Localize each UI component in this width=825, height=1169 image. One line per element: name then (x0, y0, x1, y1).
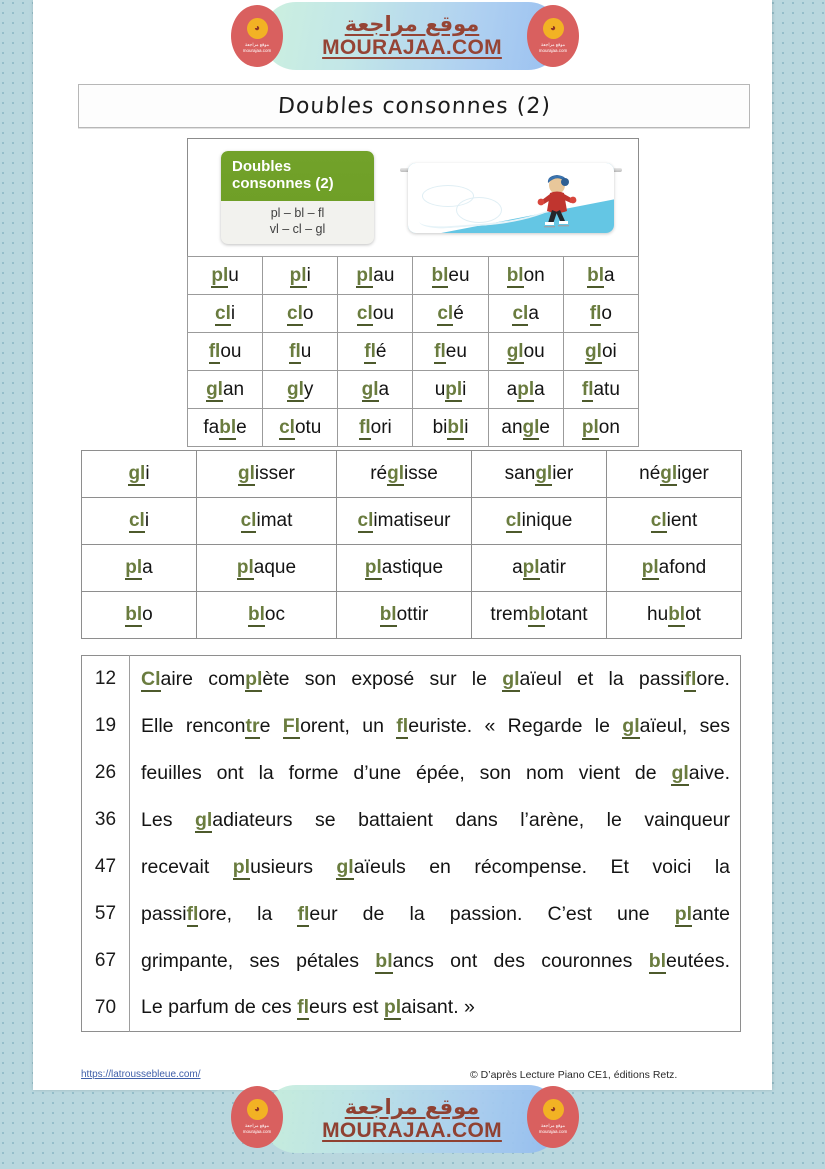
passage-text: aire com (160, 667, 246, 690)
passage-text: Elle rencon (141, 714, 246, 737)
syllable-cell (188, 371, 263, 409)
watermark-pill (262, 2, 562, 70)
consonant-cluster: bl (248, 604, 265, 625)
word-cell (197, 451, 337, 498)
lesson-card-sub-line2: vl – cl – gl (269, 221, 326, 236)
consonant-cluster: cl (357, 510, 374, 531)
syllable-cell (413, 295, 488, 333)
consonant-cluster: cl (128, 510, 145, 531)
syllable-suffix: ottir (396, 604, 429, 625)
line-number: 36 (82, 797, 130, 844)
syllable-suffix: inique (521, 510, 573, 531)
watermark-badge-right (527, 5, 579, 67)
syllable-suffix: on (598, 416, 620, 438)
table-row (188, 409, 639, 447)
syllable-prefix: né (639, 463, 661, 484)
syllable-cell (263, 371, 338, 409)
table-row (188, 371, 639, 409)
syllable-cell (263, 409, 338, 447)
syllable-suffix: o (601, 302, 612, 324)
syllable-cell (188, 409, 263, 447)
syllable-suffix: a (534, 378, 545, 400)
table-row (188, 257, 639, 295)
watermark-arabic-text: موقع مراجعة (344, 11, 480, 36)
consonant-cluster: gl (387, 463, 404, 484)
consonant-cluster: fl (186, 902, 199, 925)
page-title-box (78, 84, 750, 128)
syllable-suffix: an (222, 378, 245, 400)
syllable-cell (263, 257, 338, 295)
book-icon: ◕ (247, 18, 268, 39)
passage-text: aïeuls en récompense. Et voici la (353, 855, 731, 878)
syllable-cell (488, 257, 563, 295)
watermark-badge-left (231, 5, 283, 67)
consonant-cluster: gl (535, 463, 553, 484)
reading-passage-body (82, 656, 741, 1032)
passage-text: recevait (141, 855, 233, 878)
line-number: 57 (82, 891, 130, 938)
syllable-suffix: ou (372, 302, 394, 324)
word-table-body (82, 451, 742, 639)
syllable-suffix: ier (552, 463, 574, 484)
syllable-suffix: ot (685, 604, 701, 625)
consonant-cluster: fl (208, 340, 221, 362)
consonant-cluster: pl (125, 557, 143, 578)
word-cell (607, 498, 742, 545)
consonant-cluster: gl (506, 340, 524, 362)
syllable-suffix: i (306, 264, 311, 286)
syllable-table (187, 256, 639, 447)
page-title: Doubles consonnes (2) (276, 93, 552, 119)
consonant-cluster: pl (641, 557, 659, 578)
consonant-cluster: cl (356, 302, 373, 324)
syllable-prefix: fa (203, 416, 220, 438)
line-number: 70 (82, 985, 130, 1032)
syllable-suffix: eu (445, 340, 467, 362)
passage-line (130, 891, 741, 938)
syllable-prefix: u (434, 378, 446, 400)
word-cell (337, 451, 472, 498)
syllable-cell (188, 333, 263, 371)
syllable-suffix: u (228, 264, 239, 286)
syllable-suffix: i (230, 302, 236, 324)
consonant-cluster: bl (528, 604, 546, 625)
table-row (82, 451, 742, 498)
passage-line (130, 985, 741, 1032)
passage-text: aive. (688, 761, 730, 784)
word-cell (82, 498, 197, 545)
consonant-cluster: bl (587, 264, 605, 286)
watermark-top (262, 2, 562, 70)
book-icon: ◕ (247, 1099, 268, 1120)
syllable-prefix: trem (490, 604, 529, 625)
consonant-cluster: cl (240, 510, 257, 531)
passage-text: ète son exposé sur le (262, 667, 503, 690)
syllable-suffix: eu (448, 264, 470, 286)
table-row (188, 333, 639, 371)
syllable-suffix: a (142, 557, 153, 578)
table-row (82, 498, 742, 545)
word-cell (197, 545, 337, 592)
watermark-badge-caption-right: موقع مراجعة mourajaa.com (538, 1123, 568, 1134)
passage-row (82, 750, 741, 797)
syllable-suffix: otant (545, 604, 588, 625)
word-cell (82, 592, 197, 639)
syllable-cell (413, 257, 488, 295)
syllable-suffix: isser (254, 463, 295, 484)
table-row (82, 592, 742, 639)
syllable-suffix: o (302, 302, 314, 324)
table-row (82, 545, 742, 592)
syllable-suffix: imat (256, 510, 293, 531)
consonant-cluster: gl (585, 340, 602, 362)
syllable-cell (188, 257, 263, 295)
syllable-suffix: é (453, 302, 464, 324)
syllable-cell (563, 333, 638, 371)
consonant-cluster: pl (211, 264, 229, 286)
passage-row (82, 985, 741, 1032)
passage-text: eurs est (309, 996, 384, 1019)
syllable-suffix: a (604, 264, 615, 286)
consonant-cluster: gl (502, 667, 520, 690)
watermark-badge-left (231, 1086, 283, 1148)
word-cell (607, 545, 742, 592)
passage-text: usieurs (250, 855, 337, 878)
passage-line (130, 797, 741, 844)
consonant-cluster: gl (287, 378, 304, 400)
consonant-cluster: fl (589, 302, 602, 324)
passage-row (82, 844, 741, 891)
consonant-cluster: cl (505, 510, 522, 531)
consonant-cluster: pl (289, 264, 307, 286)
syllable-prefix: bi (432, 416, 448, 438)
syllable-cell (488, 295, 563, 333)
syllable-prefix: a (506, 378, 518, 400)
passage-text: Les (141, 808, 195, 831)
watermark-badge-right (527, 1086, 579, 1148)
passage-text: eur de la passion. C’est une (309, 902, 675, 925)
passage-text: ore, la (198, 902, 298, 925)
consonant-cluster: pl (581, 416, 599, 438)
syllable-cell (563, 295, 638, 333)
word-cell (82, 545, 197, 592)
lesson-card-sub-line1: pl – bl – fl (270, 206, 325, 221)
watermark-badge-caption-left: موقع مراجعة mourajaa.com (242, 42, 272, 53)
passage-row (82, 938, 741, 985)
consonant-cluster: gl (660, 463, 678, 484)
consonant-cluster: pl (522, 557, 540, 578)
consonant-cluster: bl (668, 604, 686, 625)
consonant-cluster: pl (356, 264, 374, 286)
line-number: 19 (82, 703, 130, 750)
copyright-credit: © D’après Lecture Piano CE1, éditions Retz. (470, 1069, 678, 1081)
passage-text: eutées. (666, 949, 730, 972)
passage-text: grimpante, ses pétales (141, 949, 376, 972)
passage-text: ore. (696, 667, 730, 690)
passage-line (130, 750, 741, 797)
syllable-cell (338, 295, 413, 333)
syllable-cell (413, 333, 488, 371)
syllable-suffix: ou (523, 340, 545, 362)
passage-line (130, 938, 741, 985)
consonant-cluster: fl (364, 340, 376, 362)
consonant-cluster: pl (445, 378, 463, 400)
syllable-cell (563, 409, 638, 447)
syllable-suffix: y (303, 378, 314, 400)
consonant-cluster: pl (517, 378, 535, 400)
source-url-link[interactable]: https://latroussebleue.com/ (81, 1069, 201, 1080)
table-row (188, 295, 639, 333)
consonant-cluster: fl (289, 340, 301, 362)
consonant-cluster: pl (236, 557, 254, 578)
word-table (81, 450, 742, 639)
book-icon: ◕ (543, 18, 564, 39)
syllable-prefix: a (512, 557, 523, 578)
consonant-cluster: bl (375, 949, 393, 972)
word-cell (197, 498, 337, 545)
syllable-suffix: isse (404, 463, 438, 484)
illustration-wrapper (400, 160, 622, 236)
consonant-cluster: tr (245, 714, 260, 737)
syllable-suffix: oi (601, 340, 617, 362)
word-cell (472, 498, 607, 545)
passage-row (82, 656, 741, 703)
consonant-cluster: Cl (141, 667, 161, 690)
syllable-suffix: astique (381, 557, 444, 578)
passage-text: passi (141, 902, 187, 925)
consonant-cluster: cl (650, 510, 667, 531)
word-cell (337, 498, 472, 545)
word-cell (607, 592, 742, 639)
consonant-cluster: gl (128, 463, 146, 484)
syllable-cell (188, 295, 263, 333)
consonant-cluster: pl (364, 557, 382, 578)
syllable-cell (263, 333, 338, 371)
consonant-cluster: gl (336, 855, 354, 878)
lesson-card-title-line2: consonnes (2) (232, 174, 334, 192)
syllable-suffix: iger (677, 463, 709, 484)
lesson-card (221, 151, 374, 245)
consonant-cluster: fl (297, 996, 310, 1019)
consonant-cluster: gl (671, 761, 689, 784)
syllable-cell (563, 257, 638, 295)
consonant-cluster: fl (359, 416, 371, 438)
line-number: 47 (82, 844, 130, 891)
passage-text: orent, un (300, 714, 397, 737)
consonant-cluster: cl (437, 302, 454, 324)
syllable-suffix: e (539, 416, 550, 438)
syllable-suffix: ori (370, 416, 392, 438)
passage-line (130, 656, 741, 703)
consonant-cluster: fl (581, 378, 594, 400)
consonant-cluster: cl (279, 416, 295, 438)
consonant-cluster: bl (648, 949, 667, 972)
word-cell (337, 592, 472, 639)
syllable-suffix: a (378, 378, 390, 400)
reading-passage-table (81, 655, 741, 1032)
lesson-banner (187, 138, 639, 256)
syllable-prefix: ré (370, 463, 388, 484)
passage-text: ante (692, 902, 730, 925)
consonant-cluster: fl (297, 902, 310, 925)
syllable-prefix: hu (647, 604, 669, 625)
word-cell (337, 545, 472, 592)
lesson-card-subtitle (221, 201, 374, 244)
watermark-pill (262, 1085, 562, 1153)
consonant-cluster: bl (125, 604, 143, 625)
consonant-cluster: cl (287, 302, 303, 324)
syllable-cell (338, 333, 413, 371)
syllable-suffix: a (528, 302, 539, 324)
syllable-suffix: atu (593, 378, 620, 400)
syllable-cell (338, 371, 413, 409)
syllable-cell (263, 295, 338, 333)
passage-line (130, 703, 741, 750)
word-cell (82, 451, 197, 498)
consonant-cluster: bl (379, 604, 397, 625)
word-cell (607, 451, 742, 498)
syllable-suffix: é (375, 340, 387, 362)
syllable-cell (338, 409, 413, 447)
passage-row (82, 891, 741, 938)
syllable-suffix: ou (220, 340, 242, 362)
passage-text: aïeul et la passi (519, 667, 685, 690)
syllable-suffix: i (145, 463, 150, 484)
consonant-cluster: fl (684, 667, 697, 690)
consonant-cluster: cl (512, 302, 529, 324)
watermark-badge-caption-left: موقع مراجعة mourajaa.com (242, 1123, 272, 1134)
consonant-cluster: bl (219, 416, 237, 438)
syllable-suffix: on (523, 264, 545, 286)
passage-text: e (259, 714, 283, 737)
watermark-domain-text: MOURAJAA.COM (322, 1119, 502, 1142)
syllable-suffix: atir (539, 557, 566, 578)
watermark-badge-caption-right: موقع مراجعة mourajaa.com (538, 42, 568, 53)
syllable-cell (338, 257, 413, 295)
consonant-cluster: pl (383, 996, 402, 1019)
consonant-cluster: bl (431, 264, 449, 286)
passage-row (82, 703, 741, 750)
syllable-suffix: afond (658, 557, 707, 578)
syllable-cell (563, 371, 638, 409)
syllable-suffix: i (464, 416, 469, 438)
passage-text: euriste. « Regarde le (408, 714, 623, 737)
passage-row (82, 797, 741, 844)
skater-figure-icon (534, 172, 578, 230)
passage-text: adiateurs se battaient dans l’arène, le vainqueur (212, 808, 730, 831)
syllable-suffix: i (144, 510, 150, 531)
consonant-cluster: Fl (282, 714, 301, 737)
syllable-cell (413, 371, 488, 409)
line-number: 12 (82, 656, 130, 703)
watermark-bottom (262, 1085, 562, 1153)
word-cell (472, 592, 607, 639)
word-cell (472, 451, 607, 498)
passage-line (130, 844, 741, 891)
consonant-cluster: pl (245, 667, 263, 690)
syllable-cell (488, 371, 563, 409)
consonant-cluster: bl (506, 264, 524, 286)
consonant-cluster: pl (674, 902, 693, 925)
syllable-suffix: u (300, 340, 312, 362)
syllable-suffix: imatiseur (373, 510, 451, 531)
syllable-suffix: au (373, 264, 395, 286)
word-cell (472, 545, 607, 592)
consonant-cluster: fl (396, 714, 409, 737)
lesson-card-title (221, 151, 374, 202)
word-cell (197, 592, 337, 639)
consonant-cluster: gl (206, 378, 223, 400)
consonant-cluster: gl (237, 463, 255, 484)
consonant-cluster: gl (361, 378, 379, 400)
syllable-table-body (188, 257, 639, 447)
line-number: 26 (82, 750, 130, 797)
syllable-suffix: ient (666, 510, 698, 531)
consonant-cluster: gl (522, 416, 540, 438)
syllable-suffix: e (236, 416, 247, 438)
passage-text: aisant. » (401, 996, 475, 1019)
syllable-cell (488, 409, 563, 447)
passage-text: aïeul, ses (639, 714, 730, 737)
consonant-cluster: pl (232, 855, 251, 878)
syllable-suffix: otu (294, 416, 322, 438)
passage-text: ancs ont des couronnes (392, 949, 649, 972)
consonant-cluster: gl (194, 808, 213, 831)
syllable-suffix: oc (264, 604, 285, 625)
syllable-suffix: aque (253, 557, 297, 578)
line-number: 67 (82, 938, 130, 985)
watermark-arabic-text: موقع مراجعة (344, 1094, 480, 1119)
book-icon: ◕ (543, 1099, 564, 1120)
consonant-cluster: gl (622, 714, 640, 737)
consonant-cluster: cl (215, 302, 231, 324)
lesson-card-title-line1: Doubles (232, 157, 292, 175)
passage-text: Le parfum de ces (141, 996, 298, 1019)
syllable-suffix: o (142, 604, 153, 625)
consonant-cluster: fl (434, 340, 446, 362)
consonant-cluster: bl (447, 416, 465, 438)
syllable-prefix: san (504, 463, 536, 484)
syllable-cell (413, 409, 488, 447)
syllable-prefix: an (501, 416, 523, 438)
syllable-suffix: i (462, 378, 467, 400)
passage-text: feuilles ont la forme d’une épée, son nom vient de (141, 761, 672, 784)
watermark-domain-text: MOURAJAA.COM (322, 36, 502, 59)
syllable-cell (488, 333, 563, 371)
ice-skating-illustration (408, 163, 614, 233)
